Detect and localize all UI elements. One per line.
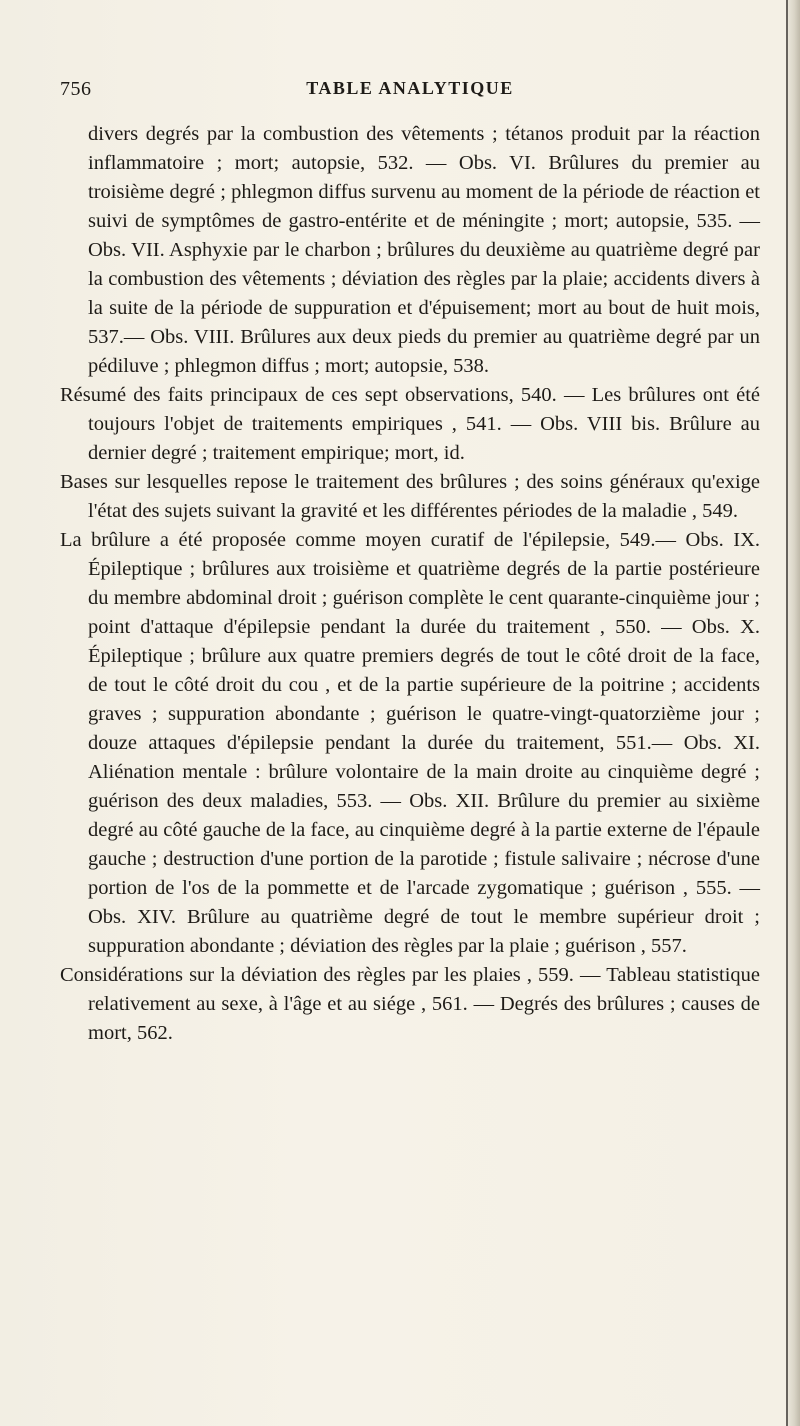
page-number: 756 <box>60 78 92 100</box>
index-entry-considerations: Considérations sur la déviation des règles par les plaies , 559. — Tableau statistique relativement au sexe, à l'âge et au siége , 561. — Degrés des brûlures ; causes de mort, 562. <box>60 964 760 1044</box>
index-entry-resume: Résumé des faits principaux de ces sept observations, 540. — Les brûlures ont été toujours l'objet de traitements empiriques , 541. — Obs. VIII bis. Brûlure au dernier degré ; traitement empirique; mort, id. <box>60 384 760 464</box>
index-content <box>60 120 760 1048</box>
index-entry-epilepsie: La brûlure a été proposée comme moyen curatif de l'épilepsie, 549.— Obs. IX. Épileptique ; brûlures aux troisième et quatrième degrés de la partie postérieure du membre abdominal droit ; guérison complète le cent quarante-cinquième jour ; point d'attaque d'épilepsie pendant la durée du traitement , 550. — Obs. X. Épileptique ; brûlure aux quatre premiers degrés de tout le côté droit de la face, de tout le côté droit du cou , et de la partie supérieure de la poitrine ; accidents graves ; suppuration abondante ; guérison le quatre-vingt-quatorzième jour ; douze attaques d'épilepsie pendant la durée du traitement, 551.— Obs. XI. Aliénation mentale : brûlure volontaire de la main droite au cinquième degré ; guérison des deux maladies, 553. — Obs. XII. Brûlure du premier au sixième degré au côté gauche de la face, au cinquième degré à la partie externe de l'épaule gauche ; destruction d'une portion de la parotide ; fistule salivaire ; nécrose d'une portion de l'os de la pommette et de l'arcade zygomatique ; guérison , 555. — Obs. XIV. Brûlure au quatrième degré de tout le membre supérieur droit ; suppuration abondante ; déviation des règles par la plaie ; guérison , 557. <box>60 529 760 957</box>
running-title: TABLE ANALYTIQUE <box>306 78 514 98</box>
binding-line <box>786 0 788 1426</box>
page-edge <box>786 0 800 1426</box>
index-entry-continued: divers degrés par la combustion des vêtements ; tétanos produit par la réaction inflammatoire ; mort; autopsie, 532. — Obs. VI. Brûlures du premier au troisième degré ; phlegmon diffus survenu au moment de la période de réaction et suivi de symptômes de gastro-entérite et de méningite ; mort; autopsie, 535. — Obs. VII. Asphyxie par le charbon ; brûlures du deuxième au quatrième degré par la combustion des vêtements ; déviation des règles par la plaie; accidents divers à la suite de la période de suppuration et d'épuisement; mort au bout de huit mois, 537.— Obs. VIII. Brûlures aux deux pieds du premier au quatrième degré par un pédiluve ; phlegmon diffus ; mort; autopsie, 538. <box>88 123 760 377</box>
index-entry-bases: Bases sur lesquelles repose le traitement des brûlures ; des soins généraux qu'exige l'état des sujets suivant la gravité et les différentes périodes de la maladie , 549. <box>60 471 760 522</box>
page-header <box>60 78 760 108</box>
